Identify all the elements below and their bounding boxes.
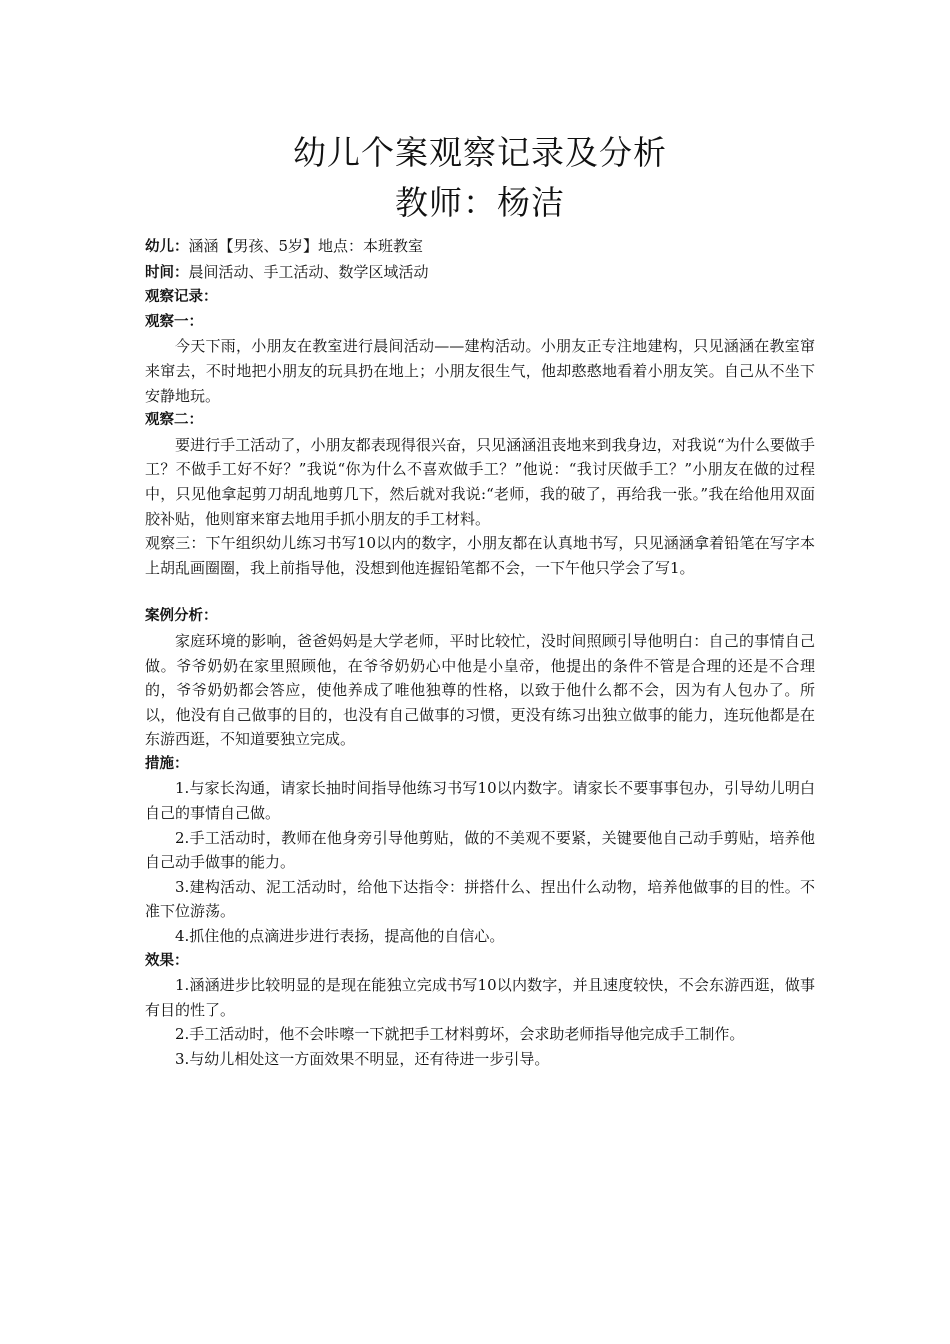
child-label: 幼儿： <box>145 239 189 255</box>
analysis-text: 家庭环境的影响，爸爸妈妈是大学老师，平时比较忙，没时间照顾引导他明白：自己的事情自己做。爷爷奶奶在家里照顾他，在爷爷奶奶心中他是小皇帝，他提出的条件不管是合理的还是不合理的，爷爷奶奶都会答应，使他养成了唯他独尊的性格，以致于他什么都不会，因为有人包办了。所以，他没有自己做事的目的，也没有自己做事的习惯，更没有练习出独立做事的能力，连玩他都是在东游西逛，不知道要独立完成。 <box>145 631 815 749</box>
spacer <box>145 580 815 604</box>
time-info <box>145 260 815 286</box>
effect-item: 2.手工活动时，他不会咔嚓一下就把手工材料剪坏，会求助老师指导他完成手工制作。 <box>175 1025 745 1044</box>
observation-2-heading: 观察二： <box>145 412 203 429</box>
effect-item: 3.与幼儿相处这一方面效果不明显，还有待进一步引导。 <box>175 1050 550 1068</box>
child-info <box>145 234 815 260</box>
time-value: 晨间活动、手工活动、数学区域活动 <box>188 262 429 281</box>
effect-item: 1.涵涵进步比较明显的是现在能独立完成书写10以内数字，并且速度较快，不会东游西逛，做事有目的性了。 <box>145 976 815 1019</box>
child-value: 涵涵【男孩、5岁】地点：本班教室 <box>188 237 424 255</box>
measure-item: 3.建构活动、泥工活动时，给他下达指令：拼搭什么、捏出什么动物，培养他做事的目的性。不准下位游荡。 <box>145 877 815 921</box>
measure-item: 2.手工活动时，教师在他身旁引导他剪贴，做的不美观不要紧，关键要他自己动手剪贴，培养他自己动手做事的能力。 <box>145 828 815 872</box>
observation-1-heading: 观察一： <box>145 313 203 330</box>
observation-1-text: 今天下雨，小朋友在教室进行晨间活动——建构活动。小朋友正专注地建构，只见涵涵在教室窜来窜去，不时地把小朋友的玩具扔在地上；小朋友很生气，他却憨憨地看着小朋友笑。自己从不坐下安静地玩。 <box>145 337 815 405</box>
observation-heading: 观察记录： <box>145 289 218 306</box>
time-label: 时间： <box>145 264 189 281</box>
observation-3-text: 观察三：下午组织幼儿练习书写10以内的数字，小朋友都在认真地书写，只见涵涵拿着铅笔在写字本上胡乱画圈圈，我上前指导他，没想到他连握铅笔都不会，一下午他只学会了写1。 <box>145 534 815 577</box>
measures-heading: 措施： <box>145 755 189 772</box>
document-title: 幼儿个案观察记录及分析 <box>293 133 667 172</box>
document-body <box>145 128 815 1072</box>
measure-item: 1.与家长沟通，请家长抽时间指导他练习书写10以内数字。请家长不要事事包办，引导幼儿明白自己的事情自己做。 <box>145 779 815 823</box>
effects-heading: 效果： <box>145 952 189 969</box>
teacher-line: 教师：杨洁 <box>395 183 565 222</box>
observation-2-text: 要进行手工活动了，小朋友都表现得很兴奋，只见涵涵沮丧地来到我身边，对我说“为什么要做手工？不做手工好不好？”我说“你为什么不喜欢做手工？”他说：“我讨厌做手工？”小朋友在做的过程中，只见他拿起剪刀胡乱地剪几下，然后就对我说:“老师，我的破了，再给我一张。”我在给他用双面胶补贴，他则窜来窜去地用手抓小朋友的手工材料。 <box>145 435 815 528</box>
measure-item: 4.抓住他的点滴进步进行表扬，提高他的自信心。 <box>175 927 505 946</box>
analysis-heading: 案例分析： <box>145 608 218 625</box>
